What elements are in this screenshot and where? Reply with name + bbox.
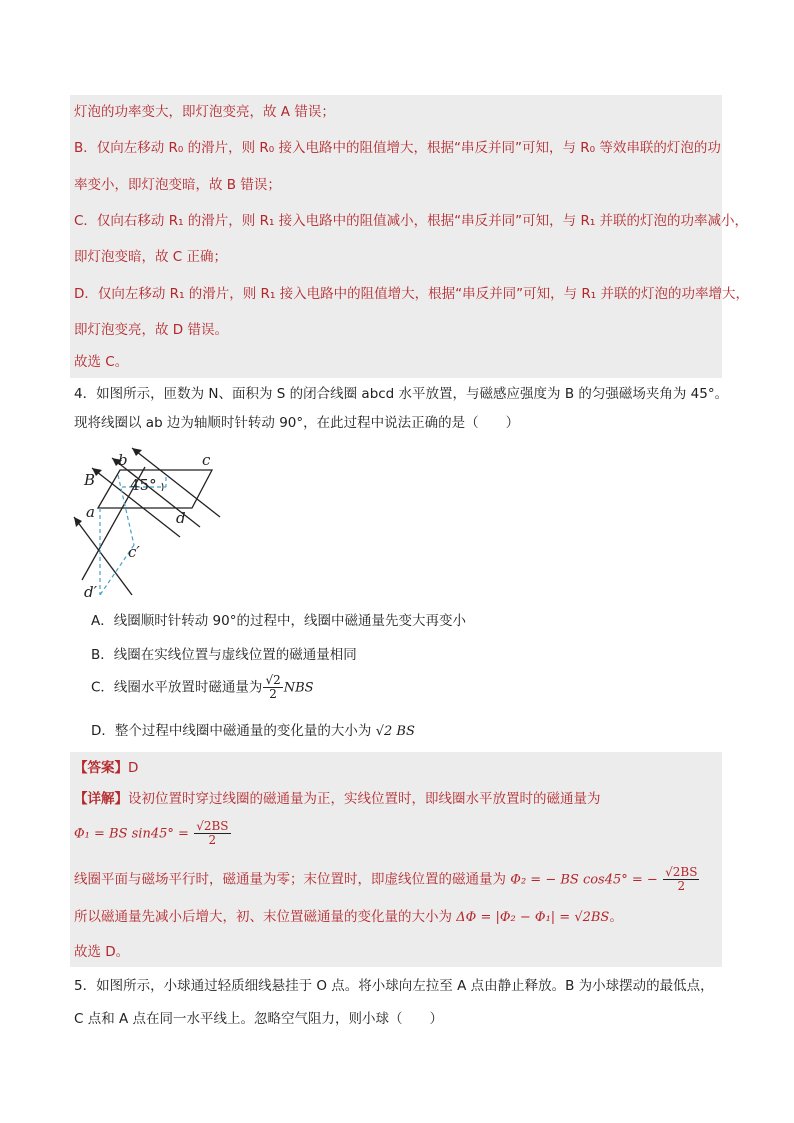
q4-detail-line-2	[74, 866, 700, 893]
q4-option-c-text: C．线圈水平放置时磁通量为	[91, 679, 263, 696]
fig-label-d-prime: d′	[84, 583, 98, 601]
prev-explain-line-5: 即灯泡变暗，故 C 正确；	[74, 249, 228, 265]
eq1-num: √2BS	[196, 819, 229, 833]
q4-option-d-text: D．整个过程中线圈中磁通量的变化量的大小为	[91, 723, 372, 739]
q5-stem-line-2: C 点和 A 点在同一水平线上。忽略空气阻力，则小球（ ）	[74, 1011, 444, 1027]
q4-detail-line-3	[74, 907, 623, 928]
detail-text-1: 设初位置时穿过线圈的磁通量为正，实线位置时，即线圈水平放置时的磁通量为	[128, 791, 601, 807]
fig-label-B: B	[84, 471, 96, 489]
q4-answer-block	[70, 752, 722, 967]
q4-detail-line-1	[74, 789, 601, 809]
q4-option-c	[91, 674, 314, 701]
prev-explain-line-3: 率变小，即灯泡变暗，故 B 错误；	[74, 177, 281, 193]
q4-option-d-value: √2 BS	[375, 724, 415, 739]
fig-label-c: c	[202, 451, 211, 469]
fig-label-b: b	[118, 451, 128, 469]
prev-explain-line-1: 灯泡的功率变大，即灯泡变亮，故 A 错误；	[74, 104, 335, 120]
eq2-left: Φ₂ = − BS cos45° = −	[510, 872, 658, 888]
eq2-num: √2BS	[665, 865, 698, 879]
q4-option-b: B．线圈在实线位置与虚线位置的磁通量相同	[91, 647, 357, 663]
prev-explain-line-4: C．仅向右移动 R₁ 的滑片，则 R₁ 接入电路中的阻值减小，根据“串反并同”可知，与 R₁ 并联的灯泡的功率减小，	[74, 213, 749, 229]
prev-explain-line-7: 即灯泡变亮，故 D 错误。	[74, 322, 228, 338]
fig-label-a: a	[86, 503, 95, 521]
eq1-left: Φ₁ = BS sin45° =	[74, 826, 189, 842]
detail-text-3: 所以磁通量先减小后增大，初、末位置磁通量的变化量的大小为	[74, 909, 452, 925]
q4-option-d	[91, 721, 415, 742]
eq3: ΔΦ = |Φ₂ − Φ₁| = √2BS	[456, 910, 610, 925]
eq1-fraction	[194, 820, 230, 847]
q4-eq1	[74, 820, 232, 847]
prev-explain-line-2: B．仅向左移动 R₀ 的滑片，则 R₀ 接入电路中的阻值增大，根据“串反并同”可知，与 R₀ 等效串联的灯泡的功	[74, 140, 721, 156]
q4-option-c-tail: NBS	[283, 680, 314, 696]
answer-value: D	[128, 760, 139, 776]
detail-tag: 【详解】	[74, 791, 128, 807]
q4-figure	[70, 445, 230, 605]
eq1-den: 2	[208, 833, 217, 847]
q4-stem-line-2: 现将线圈以 ab 边为轴顺时针转动 90°，在此过程中说法正确的是（ ）	[74, 415, 520, 431]
fig-label-angle: 45°	[130, 476, 157, 494]
prev-conclusion: 故选 C。	[74, 354, 129, 370]
prev-explain-line-6: D．仅向左移动 R₁ 的滑片，则 R₁ 接入电路中的阻值增大，根据“串反并同”可知，与 R₁ 并联的灯泡的功率增大，	[74, 286, 750, 302]
fig-label-c-prime: c′	[128, 543, 140, 561]
q4-option-a: A．线圈顺时针转动 90°的过程中，线圈中磁通量先变大再变小	[91, 613, 466, 629]
q4-conclusion: 故选 D。	[74, 944, 130, 960]
q4-stem-line-1: 4．如图所示，匝数为 N、面积为 S 的闭合线圈 abcd 水平放置，与磁感应强度为 B 的匀强磁场夹角为 45°。	[74, 386, 729, 402]
answer-tag: 【答案】	[74, 760, 128, 776]
fig-label-d: d	[176, 509, 186, 527]
q4-option-c-fraction	[263, 674, 282, 701]
eq2-fraction	[663, 866, 699, 893]
q4-option-c-num: √2	[265, 673, 281, 687]
q5-stem-line-1: 5．如图所示，小球通过轻质细线悬挂于 O 点。将小球向左拉至 A 点由静止释放。B 为小球摆动的最低点，	[74, 978, 714, 994]
q4-option-c-den: 2	[269, 687, 277, 701]
detail-text-2: 线圈平面与磁场平行时，磁通量为零；末位置时，即虚线位置的磁通量为	[74, 871, 506, 888]
eq2-den: 2	[677, 879, 686, 893]
q4-answer-line	[74, 758, 138, 778]
eq3-tail: 。	[609, 909, 623, 925]
